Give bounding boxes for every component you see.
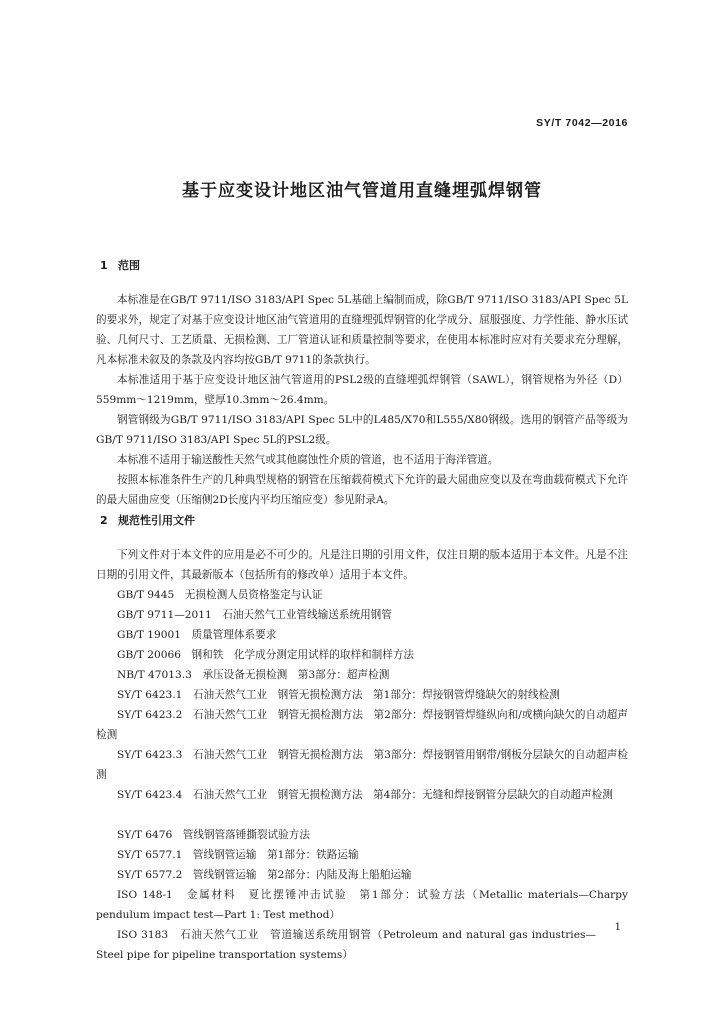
reference-item: SY/T 6423.2 石油天然气工业 钢管无损检测方法 第2部分：焊接钢管焊缝纵向和/或横向缺欠的自动超声检测 (96, 709, 628, 741)
reference-item: GB/T 9711—2011 石油天然气工业管线输送系统用钢管 (117, 609, 392, 621)
page-number: 1 (614, 922, 621, 933)
reference-item: ISO 148-1 金属材料 夏比摆锤冲击试验 第1部分：试验方法（Metallic materials—Charpy pendulum impact test—Part 1: Test method） (96, 889, 628, 921)
paragraph: 钢管钢级为GB/T 9711/ISO 3183/API Spec 5L中的L485/X70和L555/X80钢级。选用的钢管产品等级为GB/T 9711/ISO 3183/API Spec 5L的PSL2级。 (96, 414, 628, 446)
paragraph: 本标准是在GB/T 9711/ISO 3183/API Spec 5L基础上编制而成，除GB/T 9711/ISO 3183/API Spec 5L的要求外，规定了对基于应变设计地区油气管道用的直缝埋弧焊钢管的化学成分、屈服强度、力学性能、静水压试验、几何尺寸、工艺质量、无损检测、工厂管道认证和质量控制等要求，在使用本标准时应对有关要求充分理解，凡本标准未叙及的条款及内容均按GB/T 9711的条款执行。 (96, 294, 628, 366)
reference-item: ISO 3183 石油天然气工业 管道输送系统用钢管（Petroleum and natural gas industries—Steel pipe for pipeline transportation systems） (96, 929, 596, 961)
reference-item: SY/T 6423.1 石油天然气工业 钢管无损检测方法 第1部分：焊接钢管焊缝缺欠的射线检测 (117, 689, 560, 701)
section-number: 2 (100, 514, 108, 527)
reference-item: NB/T 47013.3 承压设备无损检测 第3部分：超声检测 (117, 669, 390, 681)
section-2-heading (100, 512, 195, 528)
reference-item: SY/T 6476 管线钢管落锤撕裂试验方法 (117, 829, 310, 841)
paragraph: 本标准适用于基于应变设计地区油气管道用的PSL2级的直缝埋弧焊钢管（SAWL），钢管规格为外径（D）559mm～1219mm，壁厚10.3mm～26.4mm。 (96, 374, 628, 406)
standard-code: SY/T 7042—2016 (536, 117, 628, 129)
section-1-heading (100, 257, 140, 273)
reference-item: GB/T 19001 质量管理体系要求 (117, 629, 277, 641)
reference-item: GB/T 20066 钢和铁 化学成分测定用试样的取样和制样方法 (117, 649, 415, 661)
section-number: 1 (100, 259, 108, 272)
paragraph: 本标准不适用于输送酸性天然气或其他腐蚀性介质的管道，也不适用于海洋管道。 (117, 454, 499, 466)
reference-item: SY/T 6423.4 石油天然气工业 钢管无损检测方法 第4部分：无缝和焊接钢管分层缺欠的自动超声检测 (117, 789, 613, 801)
section-title: 规范性引用文件 (118, 514, 195, 527)
paragraph: 下列文件对于本文件的应用是必不可少的。凡是注日期的引用文件，仅注日期的版本适用于本文件。凡是不注日期的引用文件，其最新版本（包括所有的修改单）适用于本文件。 (96, 549, 628, 581)
document-title: 基于应变设计地区油气管道用直缝埋弧焊钢管 (182, 181, 542, 201)
section-title: 范围 (118, 259, 140, 272)
reference-item: SY/T 6577.1 管线钢管运输 第1部分：铁路运输 (117, 849, 359, 861)
reference-item: GB/T 9445 无损检测人员资格鉴定与认证 (117, 589, 323, 601)
paragraph: 按照本标准条件生产的几种典型规格的钢管在压缩载荷模式下允许的最大屈曲应变以及在弯曲载荷模式下允许的最大屈曲应变（压缩侧2D长度内平均压缩应变）参见附录A。 (96, 474, 628, 506)
reference-item: SY/T 6423.3 石油天然气工业 钢管无损检测方法 第3部分：焊接钢管用钢带/钢板分层缺欠的自动超声检测 (96, 749, 628, 781)
reference-item: SY/T 6577.2 管线钢管运输 第2部分：内陆及海上船舶运输 (117, 869, 412, 881)
